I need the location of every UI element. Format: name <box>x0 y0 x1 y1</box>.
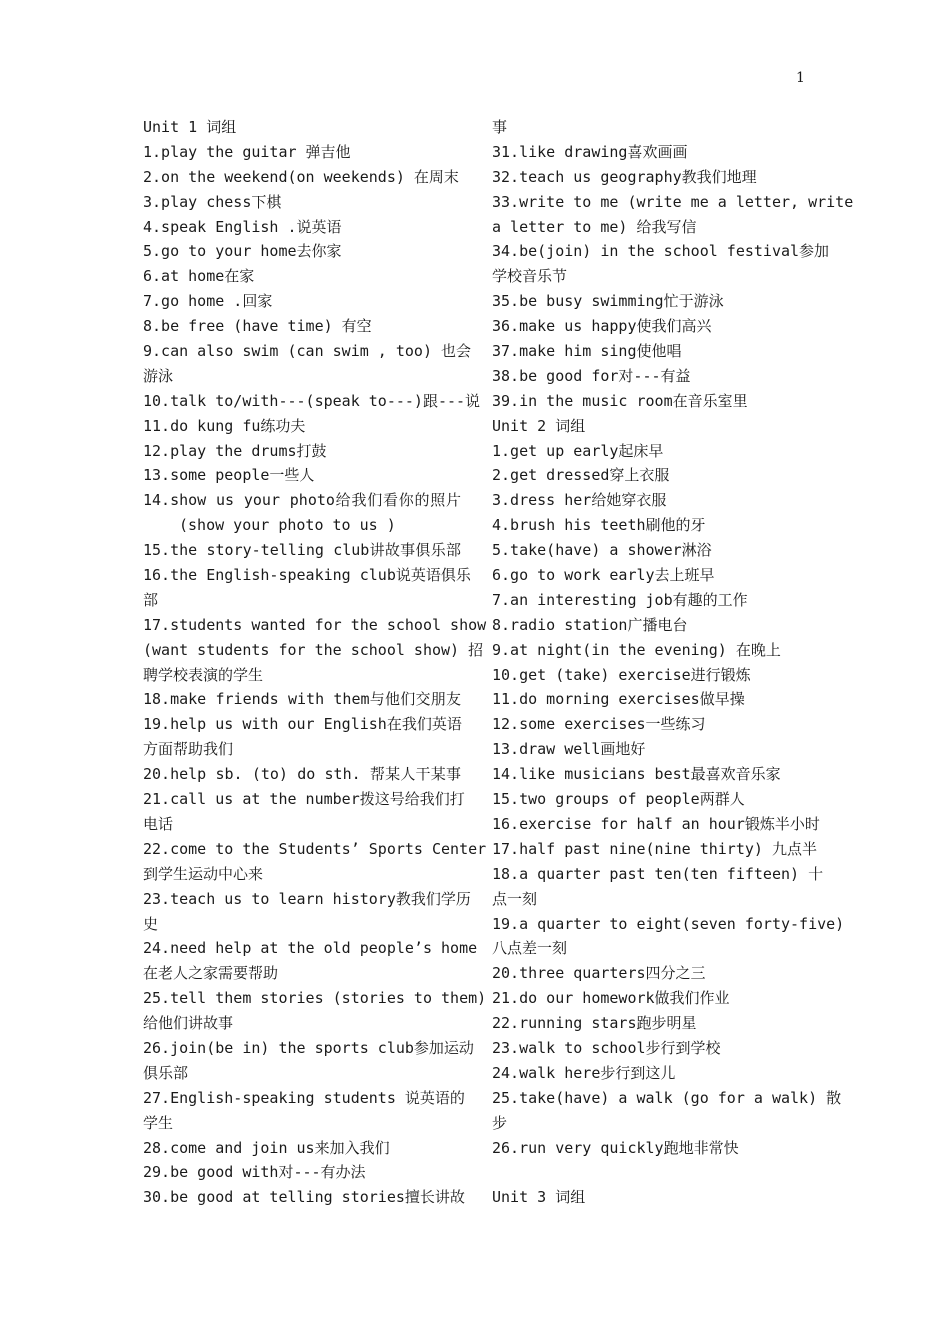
phrase-line: 23.teach us to learn history教我们学历 <box>143 889 471 908</box>
phrase-line: 10.talk to/with---(speak to---)跟---说 <box>143 391 481 410</box>
phrase-line: 3.dress her给她穿衣服 <box>492 491 667 510</box>
phrase-line: 19.a quarter to eight(seven forty-five) <box>492 914 845 933</box>
phrase-line: 25.take(have) a walk (go for a walk) 散 <box>492 1088 842 1107</box>
phrase-line: 到学生运动中心来 <box>143 864 264 883</box>
phrase-line: 7.go home .回家 <box>143 292 273 311</box>
phrase-line: 史 <box>143 914 159 933</box>
phrase-line: 3.play chess下棋 <box>143 192 282 211</box>
phrase-line: 33.write to me (write me a letter, write <box>492 192 854 211</box>
phrase-line: 15.the story-telling club讲故事俱乐部 <box>143 541 461 560</box>
phrase-line: 俱乐部 <box>143 1063 189 1082</box>
phrase-line: 19.help us with our English在我们英语 <box>143 715 462 734</box>
phrase-line: 学校音乐节 <box>492 267 568 286</box>
phrase-line: 电话 <box>143 814 174 833</box>
phrase-line: 26.run very quickly跑地非常快 <box>492 1138 739 1157</box>
phrase-line: 20.three quarters四分之三 <box>492 964 706 983</box>
phrase-line: 21.call us at the number拨这号给我们打 <box>143 790 465 809</box>
phrase-line: 9.can also swim (can swim , too) 也会 <box>143 342 472 361</box>
phrase-line: 17.students wanted for the school show <box>143 615 487 634</box>
phrase-line: 27.English-speaking students 说英语的 <box>143 1088 465 1107</box>
phrase-line: 21.do our homework做我们作业 <box>492 989 730 1008</box>
phrase-line: 9.at night(in the evening) 在晚上 <box>492 640 781 659</box>
phrase-line: 8.be free (have time) 有空 <box>143 317 372 336</box>
phrase-line: 15.two groups of people两群人 <box>492 790 745 809</box>
phrase-line: 24.need help at the old people’s home <box>143 939 478 958</box>
phrase-line: 18.make friends with them与他们交朋友 <box>143 690 461 709</box>
phrase-line: 36.make us happy使我们高兴 <box>492 317 712 336</box>
phrase-line: 35.be busy swimming忙于游泳 <box>492 292 724 311</box>
phrase-line: 13.some people一些人 <box>143 466 315 485</box>
phrase-line: 学生 <box>143 1113 174 1132</box>
phrase-line: 13.draw well画地好 <box>492 740 646 759</box>
phrase-line: 11.do kung fu练功夫 <box>143 416 306 435</box>
phrase-line: 6.go to work early去上班早 <box>492 566 715 585</box>
phrase-line: 5.take(have) a shower淋浴 <box>492 541 712 560</box>
phrase-line: 18.a quarter past ten(ten fifteen) 十 <box>492 864 824 883</box>
phrase-line: 26.join(be in) the sports club参加运动 <box>143 1038 474 1057</box>
phrase-line: 5.go to your home去你家 <box>143 242 342 261</box>
phrase-line: 37.make him sing使他唱 <box>492 342 682 361</box>
phrase-line: 25.tell them stories (stories to them) <box>143 989 487 1008</box>
phrase-line: 31.like drawing喜欢画画 <box>492 142 688 161</box>
phrase-line: 游泳 <box>143 366 174 385</box>
phrase-line: 32.teach us geography教我们地理 <box>492 167 757 186</box>
phrase-line: 22.come to the Students’ Sports Center <box>143 839 487 858</box>
phrase-line: 28.come and join us来加入我们 <box>143 1138 390 1157</box>
phrase-line: 点一刻 <box>492 889 538 908</box>
phrase-line: 给他们讲故事 <box>143 1014 234 1033</box>
phrase-line: 8.radio station广播电台 <box>492 615 688 634</box>
right-column <box>492 115 854 1210</box>
phrase-line: (want students for the school show) 招 <box>143 640 484 659</box>
phrase-line: 部 <box>143 590 159 609</box>
phrase-line: (show your photo to us ) <box>179 516 396 535</box>
phrase-line: 10.get (take) exercise进行锻炼 <box>492 665 751 684</box>
phrase-line: 14.show us your photo给我们看你的照片 <box>143 491 461 510</box>
phrase-line: 步 <box>492 1113 508 1132</box>
phrase-line: 12.some exercises一些练习 <box>492 715 706 734</box>
phrase-line: Unit 2 词组 <box>492 416 586 435</box>
phrase-line: 2.on the weekend(on weekends) 在周末 <box>143 167 459 186</box>
phrase-line: 4.speak English .说英语 <box>143 217 342 236</box>
phrase-line: 12.play the drums打鼓 <box>143 441 327 460</box>
phrase-line: Unit 1 词组 <box>143 118 237 136</box>
phrase-line: 16.exercise for half an hour锻炼半小时 <box>492 814 820 833</box>
phrase-line: 八点差一刻 <box>492 939 568 958</box>
phrase-line: a letter to me) 给我写信 <box>492 217 697 236</box>
phrase-line: 16.the English-speaking club说英语俱乐 <box>143 566 471 585</box>
phrase-line: 聘学校表演的学生 <box>143 665 264 684</box>
phrase-line: 4.brush his teeth刷他的牙 <box>492 516 706 535</box>
phrase-line: 方面帮助我们 <box>143 740 234 759</box>
phrase-line: 34.be(join) in the school festival参加 <box>492 242 830 261</box>
phrase-line: 20.help sb. (to) do sth. 帮某人干某事 <box>143 765 461 784</box>
phrase-line: 30.be good at telling stories擅长讲故 <box>143 1188 465 1207</box>
phrase-line: 14.like musicians best最喜欢音乐家 <box>492 765 781 784</box>
phrase-line: 7.an interesting job有趣的工作 <box>492 590 748 609</box>
left-column <box>143 115 487 1210</box>
phrase-line: 11.do morning exercises做早操 <box>492 690 745 709</box>
phrase-line: 6.at home在家 <box>143 267 255 286</box>
phrase-line: 2.get dressed穿上衣服 <box>492 466 670 485</box>
phrase-line: 23.walk to school步行到学校 <box>492 1038 721 1057</box>
phrase-line: 39.in the music room在音乐室里 <box>492 391 748 410</box>
phrase-line: 29.be good with对---有办法 <box>143 1163 366 1182</box>
phrase-line: 在老人之家需要帮助 <box>143 964 279 983</box>
phrase-line: 1.get up early起床早 <box>492 441 664 460</box>
phrase-line: 1.play the guitar 弹吉他 <box>143 142 351 161</box>
phrase-line: 22.running stars跑步明星 <box>492 1014 697 1033</box>
phrase-line: Unit 3 词组 <box>492 1188 586 1207</box>
phrase-line: 24.walk here步行到这儿 <box>492 1063 676 1082</box>
phrase-line: 17.half past nine(nine thirty) 九点半 <box>492 839 817 858</box>
phrase-line: 38.be good for对---有益 <box>492 366 691 385</box>
page-number: 1 <box>796 70 805 86</box>
phrase-line: 事 <box>492 118 508 136</box>
phrase-line <box>492 1160 812 1185</box>
